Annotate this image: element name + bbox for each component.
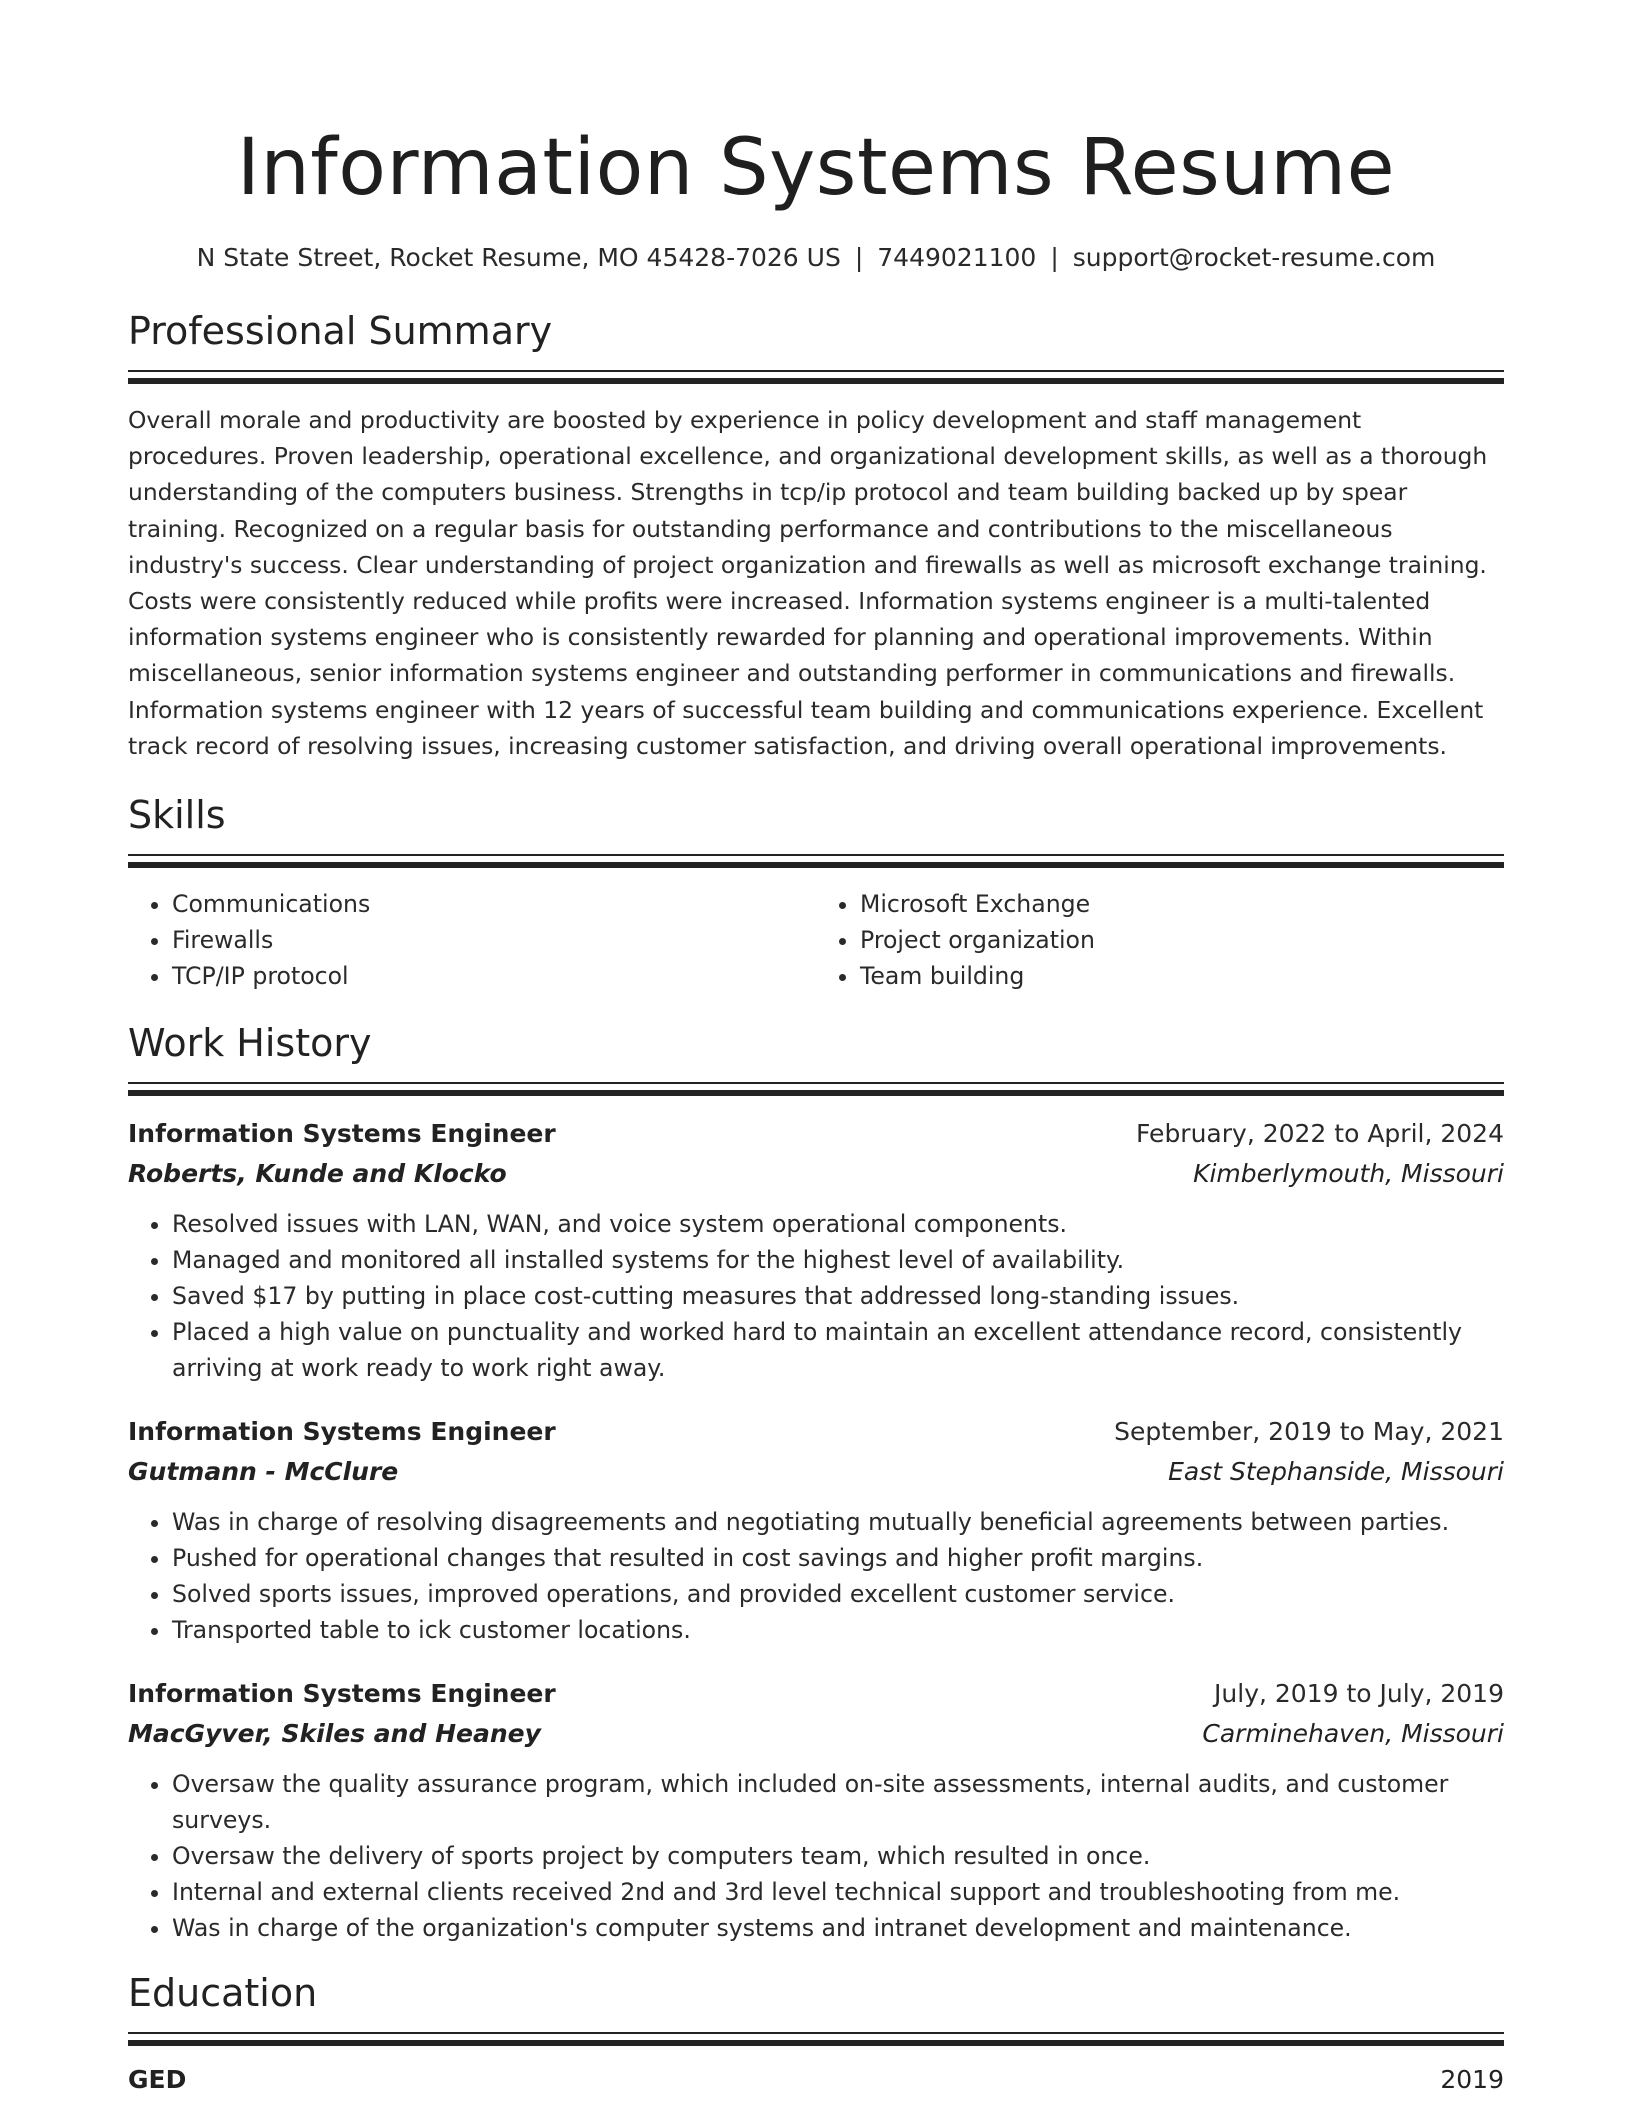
contact-line <box>128 240 1504 276</box>
job-location: East Stephanside, Missouri <box>1168 1457 1504 1487</box>
section-divider <box>128 2032 1504 2046</box>
summary-section <box>128 306 1504 764</box>
skill-item: • Communications <box>172 886 816 922</box>
job-bullet: • Pushed for operational changes that resulted in cost savings and higher profit margins. <box>172 1540 1504 1576</box>
contact-phone: 7449021100 <box>877 243 1037 272</box>
job-subheader <box>128 1154 1504 1194</box>
job-bullet: • Resolved issues with LAN, WAN, and voice system operational components. <box>172 1206 1504 1242</box>
job-location: Kimberlymouth, Missouri <box>1193 1159 1504 1189</box>
job-title: Information Systems Engineer <box>128 1417 556 1447</box>
job-company: Roberts, Kunde and Klocko <box>128 1159 507 1189</box>
job-bullets <box>128 1766 1504 1946</box>
job-dates: September, 2019 to May, 2021 <box>1114 1417 1504 1447</box>
education-year: 2019 <box>1440 2065 1504 2095</box>
contact-email[interactable]: support@rocket-resume.com <box>1072 243 1436 272</box>
job-bullet: • Oversaw the delivery of sports project by computers team, which resulted in once. <box>172 1838 1504 1874</box>
section-divider <box>128 370 1504 384</box>
job-header <box>128 1114 1504 1154</box>
job-bullet: • Transported table to ick customer locations. <box>172 1612 1504 1648</box>
job-bullet: • Solved sports issues, improved operations, and provided excellent customer service. <box>172 1576 1504 1612</box>
job-title: Information Systems Engineer <box>128 1679 556 1709</box>
education-heading: Education <box>128 1971 318 2016</box>
summary-heading: Professional Summary <box>128 309 553 353</box>
work-heading: Work History <box>128 1021 372 1066</box>
job-company: MacGyver, Skiles and Heaney <box>128 1719 541 1749</box>
job-bullets <box>128 1206 1504 1386</box>
job-dates: July, 2019 to July, 2019 <box>1214 1679 1504 1709</box>
job-subheader <box>128 1452 1504 1492</box>
job-bullet: • Placed a high value on punctuality and worked hard to maintain an excellent attendance record, consistently arriving at work ready to work right away. <box>172 1314 1504 1386</box>
job-bullet: • Oversaw the quality assurance program, which included on-site assessments, internal audits, and customer surveys. <box>172 1766 1504 1838</box>
work-section <box>128 1018 1504 1946</box>
skill-item: • Project organization <box>860 922 1504 958</box>
job-header <box>128 1412 1504 1452</box>
section-divider <box>128 1082 1504 1096</box>
job-dates: February, 2022 to April, 2024 <box>1136 1119 1504 1149</box>
skill-item: • Microsoft Exchange <box>860 886 1504 922</box>
job-subheader <box>128 1714 1504 1754</box>
resume-title: Information Systems Resume <box>236 123 1396 213</box>
skill-item: • TCP/IP protocol <box>172 958 816 994</box>
skills-heading: Skills <box>128 793 226 838</box>
skills-column-left <box>128 886 816 994</box>
job-bullet: • Was in charge of the organization's computer systems and intranet development and maintenance. <box>172 1910 1504 1946</box>
job-bullet: • Was in charge of resolving disagreements and negotiating mutually beneficial agreements between parties. <box>172 1504 1504 1540</box>
summary-text: Overall morale and productivity are boosted by experience in policy development and staff management procedures. Proven leadership, operational excellence, and organizational development skills, as well as a thorough understanding of the computers business. Strengths in tcp/ip protocol and team building backed up by spear training. Recognized on a regular basis for outstanding performance and contributions to the miscellaneous industry's success. Clear understanding of project organization and firewalls as well as microsoft exchange training. Costs were consistently reduced while profits were increased. Information systems engineer is a multi-talented information systems engineer who is consistently rewarded for planning and operational improvements. Within miscellaneous, senior information systems engineer and outstanding performer in communications and firewalls. Information systems engineer with 12 years of successful team building and communications experience. Excellent track record of resolving issues, increasing customer satisfaction, and driving overall operational improvements. <box>128 406 1488 760</box>
job-company: Gutmann - McClure <box>128 1457 399 1487</box>
skills-section <box>128 790 1504 994</box>
contact-separator: | <box>854 243 864 272</box>
job-bullet: • Internal and external clients received 2nd and 3rd level technical support and troubleshooting from me. <box>172 1874 1504 1910</box>
job-bullets <box>128 1504 1504 1648</box>
job-bullet: • Saved $17 by putting in place cost-cutting measures that addressed long-standing issues. <box>172 1278 1504 1314</box>
job-entry <box>128 1114 1504 1386</box>
skill-item: • Team building <box>860 958 1504 994</box>
contact-separator: | <box>1050 243 1059 272</box>
job-entry <box>128 1412 1504 1648</box>
job-title: Information Systems Engineer <box>128 1119 556 1149</box>
job-location: Carminehaven, Missouri <box>1202 1719 1504 1749</box>
job-bullet: • Managed and monitored all installed systems for the highest level of availability. <box>172 1242 1504 1278</box>
job-entry <box>128 1674 1504 1946</box>
education-degree: GED <box>128 2065 187 2095</box>
contact-address: N State Street, Rocket Resume, MO 45428-7026 US <box>196 243 841 272</box>
education-entry <box>128 2060 1504 2100</box>
skills-list <box>128 886 1504 994</box>
skills-column-right <box>816 886 1504 994</box>
education-section <box>128 1968 1504 2100</box>
skill-item: • Firewalls <box>172 922 816 958</box>
job-header <box>128 1674 1504 1714</box>
section-divider <box>128 854 1504 868</box>
